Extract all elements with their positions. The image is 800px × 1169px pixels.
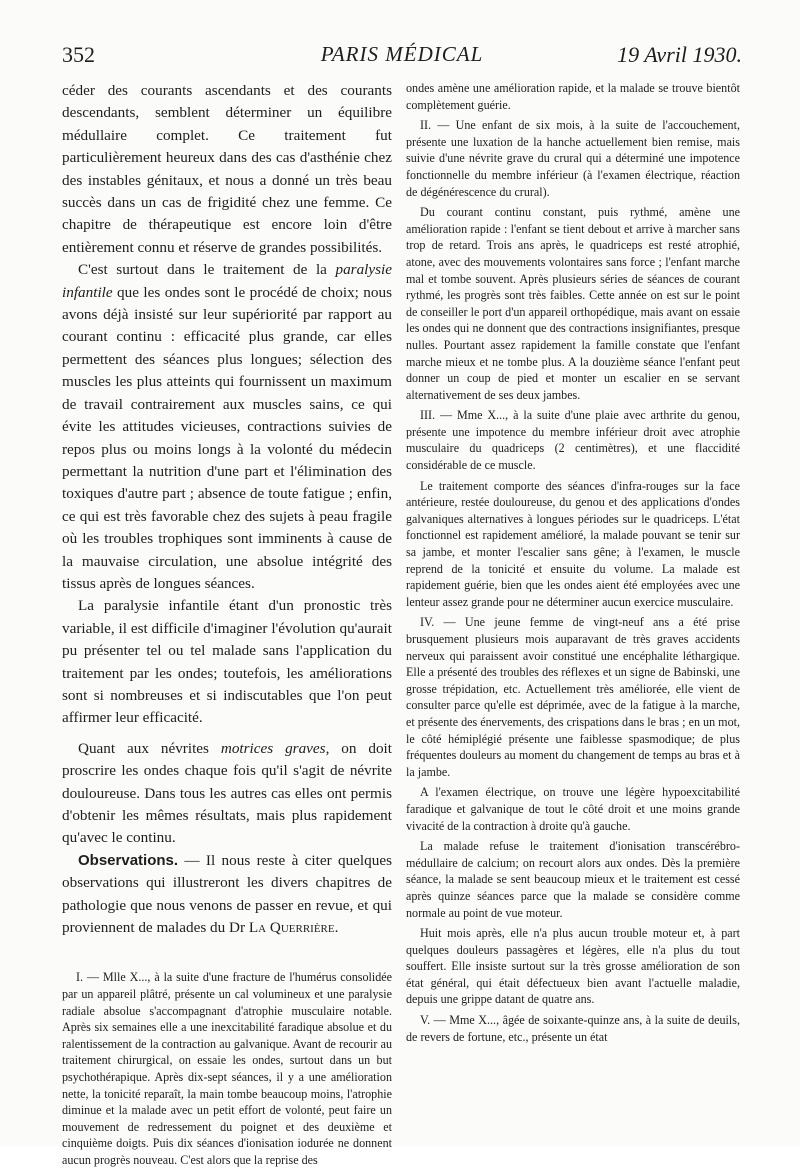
paragraph-text: que les ondes sont le procédé de choix; nous avons déjà insisté sur leur supériorité par rapport au courant continu : efficacité plus grande, car elles permettent des séances plus longues; sélection des muscles les plus atteints qui fournissent un maximum de travail contrairement aux muscles sains, ce qui évite les attitudes vicieuses, contractions suivies de repos plus ou moins longs à la volonté du médecin permettant la nutrition d'une part et l'élimination des toxiques d'autre part ; absence de toute fatigue ; enfin, ce qui est très favorable chez des sujets à peau fragile où les troubles trophiques sont imminents à cause de la mauvaise circulation, une absolue intégrité des tissus après de longues séances. — [62, 283, 392, 592]
journal-title: PARIS MÉDICAL — [320, 42, 484, 66]
paragraph-text: — Il nous reste à citer quelques observations qui illustreront les divers chapitres de pathologie que nous venons de passer en revue, et qui proviennent de malades du Dr — [62, 851, 392, 937]
case-4-outcome: Huit mois après, elle n'a plus aucun trouble moteur et, à part quelques douleurs passagères et légères, elle n'a plus du tout souffert. Elle insiste surtout sur la très grosse amélioration de son état général, qui était défectueux bien avant l'actuelle maladie, depuis une grippe datant de quatre ans. — [406, 926, 740, 1007]
main-text — [62, 80, 392, 939]
left-column — [62, 80, 392, 1169]
paragraph-text: , on doit proscrire les ondes chaque fois qu'il s'agit de névrite douloureuse. Dans tous les autres cas elles ont permis d'obtenir les mêmes résultats, mais plus rapidement qu'avec le continu. — [62, 739, 392, 847]
author-name: La Querrière — [248, 919, 335, 937]
case-4-treatment: La malade refuse le traitement d'ionisation transcérébro-médullaire de calcium; on recourt alors aux ondes. Dès la première séance, la malade se sent beaucoup mieux et le traitement est cessé après quinze séances parce que la malade se considère comme normale au point de vue moteur. — [406, 839, 740, 920]
paragraph-paralysie-infantile — [62, 259, 392, 595]
case-4-exam: A l'examen électrique, on trouve une légère hypoexcitabilité faradique et galvanique de tout le côté droit et une moins grande vivacité de la contraction à droite qu'à gauche. — [406, 785, 740, 833]
paragraph-observations — [62, 850, 392, 940]
paragraph-nevrites — [62, 738, 392, 850]
paragraph-text: . — [334, 919, 339, 937]
emphasis-paralysie-infantile: paralysie infantile — [62, 261, 392, 301]
page-header — [62, 42, 742, 74]
right-column — [406, 80, 740, 1045]
case-2-treatment: Du courant continu constant, puis rythmé, amène une amélioration rapide : l'enfant se tient debout et arrive à marcher sans trop de retard. Trois ans après, le quadriceps est resté atrophié, atone, avec des mouvements volontaires sans force ; l'enfant marche mal et tombe souvent. Après plusieurs séries de séances de courant rythmé, les progrès sont très faibles. Cette année on est sur le point de conseiller le port d'un appareil orthopédique, mais avant on essaie les ondes qui ne donnent que des contractions insignifiantes, presque nulles. Pourtant assez rapidement la famille constate que l'enfant marche mieux et ne tombe plus. A la douzième séance l'enfant peut donner un coup de pied et monter un escalier en se servant alternativement de ses deux jambes. — [406, 205, 740, 402]
case-report-5: V. — Mme X..., âgée de soixante-quinze ans, à la suite de deuils, de revers de fortune, etc., présente un état — [406, 1013, 740, 1044]
issue-date: 19 Avril 1930. — [617, 42, 742, 67]
page-number: 352 — [62, 42, 95, 67]
paragraph-text: Quant aux névrites — [78, 739, 221, 757]
case-1-continuation: ondes amène une amélioration rapide, et la malade se trouve bientôt complètement guérie. — [406, 81, 740, 112]
case-report-3: III. — Mme X..., à la suite d'une plaie avec arthrite du genou, présente une impotence du membre inférieur droit avec atrophie musculaire du quadriceps (2 centimètres), et une flaccidité considérable de ce muscle. — [406, 408, 740, 473]
emphasis-motrices-graves: motrices graves — [220, 739, 326, 757]
case-reports-left — [62, 969, 392, 1168]
paragraph-continuation: céder des courants ascendants et des courants descendants, semblent déterminer un équilibre médullaire complet. Ce traitement fut particulièrement heureux dans des cas d'asthénie chez des instables génitaux, et nous a donné un très beau succès dans un cas de frigidité chez une femme. Ce chapitre de thérapeutique est encore loin d'être entièrement connu et réserve de grandes possibilités. — [62, 82, 392, 256]
case-3-treatment: Le traitement comporte des séances d'infra-rouges sur la face antérieure, restée douloureuse, du genou et des applications d'ondes galvaniques alternatives à longues périodes sur le quadriceps. L'état fonctionnel est rapidement amélioré, la malade pouvant se tenir sur sa jambe, et monter l'escalier sans gêne; à l'examen, le muscle reprend de la tonicité et ensuite du volume. La malade est rapidement guérie, bien que les ondes aient été employées avec une lenteur assez grande pour ne déterminer aucun exercice musculaire. — [406, 478, 740, 609]
case-report-2: II. — Une enfant de six mois, à la suite de l'accouchement, présente une luxation de la hanche actuellement bien remise, mais suivie d'une névrite grave du crural qui a déterminé une impotence fonctionnelle du membre inférieur (à l'examen électrique, réaction de dégénérescence du crural). — [406, 118, 740, 199]
paragraph-pronostic: La paralysie infantile étant d'un pronostic très variable, il est difficile d'imaginer l'évolution qu'aurait pu présenter tel ou tel malade sans l'application du traitement par les ondes; toutefois, les améliorations sont si nombreuses et si indiscutables que l'on peut affirmer leur efficacité. — [62, 597, 392, 727]
case-report-1: I. — Mlle X..., à la suite d'une fracture de l'humérus consolidée par un appareil plâtré, présente un cal volumineux et une paralysie radiale absolue s'accompagnant d'atrophie musculaire notable. Après six semaines elle a une inexcitabilité faradique absolue et du ralentissement de la contraction au galvanique. Avant de recourir au traitement chirurgical, on essaie les ondes, surtout dans un but psychothérapique. Après dix-sept séances, il y a une amélioration nette, la tonicité reparaît, la main tombe beaucoup moins, l'atrophie diminue et la malade avec un petit effort de volonté, peut faire un mouvement de redressement du poignet et des deuxième et cinquième doigts. Puis dix séances d'ionisation iodurée ne donnent aucun progrès nouveau. C'est alors que la reprise des — [62, 970, 392, 1167]
section-heading-observations: Observations. — [78, 851, 179, 869]
case-report-4: IV. — Une jeune femme de vingt-neuf ans a été prise brusquement plusieurs mois auparavant de très graves accidents nerveux qui paraissent avoir constitué une encéphalite léthargique. Elle a présenté des troubles des réflexes et un signe de Babinski, une grosse trépidation, etc. Actuellement très améliorée, elle vient de consulter parce qu'elle est déprimée, avec de la fatigue à la marche, et présente des énervements, des crispations dans le bras ; en un mot, le côté hémiplégié présente une faiblesse spasmodique; de plus fréquentes douleurs au moment du changement de temps au bras et à la jambe. — [406, 615, 740, 779]
spacer — [62, 939, 392, 969]
paragraph-text: C'est surtout dans le traitement de la — [78, 261, 336, 279]
